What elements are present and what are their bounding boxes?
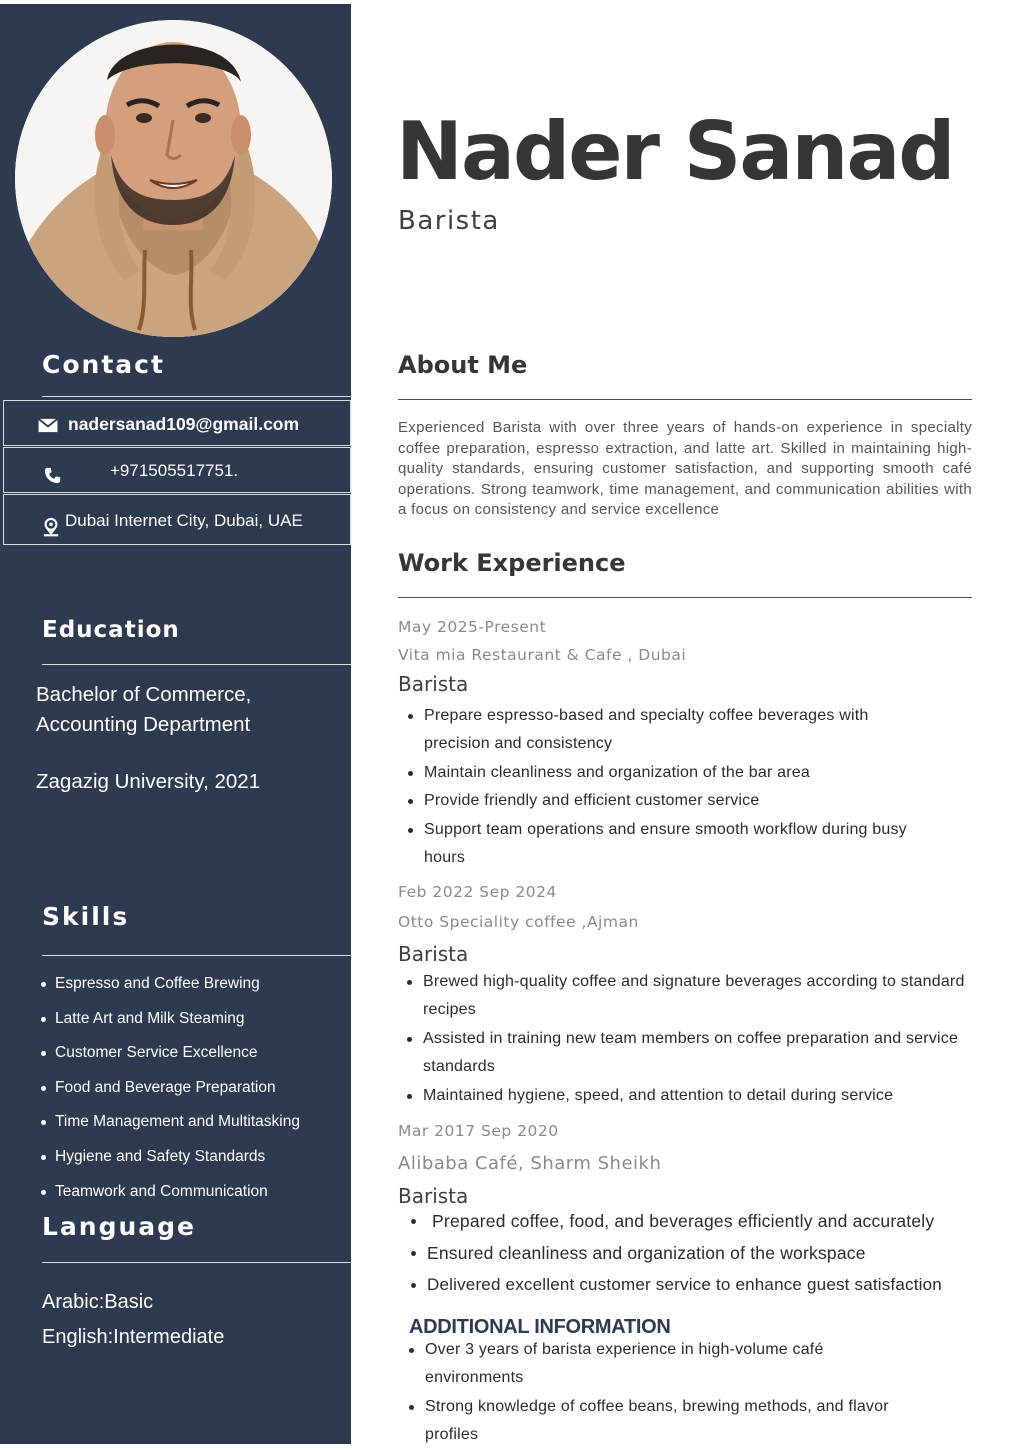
about-text: Experienced Barista with over three years of hands-on experience in specialty coffee preparation, espresso extraction, and latte art. Skilled in maintaining high-quality standards, ensuring customer satisfaction, and supporting smooth café operations. Strong teamwork, time management, and communication abilities with a focus on consistency and service excellence: [398, 419, 972, 519]
job-title: Barista: [398, 672, 469, 696]
skill-item: Food and Beverage Preparation: [40, 1076, 300, 1111]
contact-heading: Contact: [42, 350, 165, 379]
education-degree-line2: Accounting Department: [36, 713, 251, 736]
about-heading: About Me: [398, 351, 528, 379]
phone-icon: [44, 467, 61, 484]
candidate-role: Barista: [398, 206, 500, 236]
job-bullets: [410, 1205, 1024, 1301]
education-school: Zagazig University, 2021: [36, 770, 261, 793]
additional-bullets: [408, 1336, 908, 1450]
skill-item: Espresso and Coffee Brewing: [40, 972, 300, 1007]
additional-bullet: Strong knowledge of coffee beans, brewing methods, and flavor profiles: [408, 1393, 945, 1450]
education-degree-line1: Bachelor of Commerce,: [36, 683, 252, 706]
contact-location: Dubai Internet City, Dubai, UAE: [65, 511, 303, 530]
job-bullets: [407, 702, 937, 872]
job-bullet: Maintain cleanliness and organization of the bar area: [407, 759, 937, 787]
job-bullet: Maintained hygiene, speed, and attention to detail during service: [406, 1082, 1022, 1110]
contact-phone-row: [3, 447, 351, 493]
job-bullet: Provide friendly and efficient customer service: [407, 787, 937, 815]
job-date: Feb 2022 Sep 2024: [398, 883, 557, 901]
work-experience-heading: Work Experience: [398, 549, 626, 577]
envelope-icon: [36, 417, 60, 434]
job-title: Barista: [398, 1184, 469, 1208]
job-date: May 2025-Present: [398, 618, 547, 636]
job-title: Barista: [398, 942, 469, 966]
job-bullet: Brewed high-quality coffee and signature beverages according to standard recipes: [406, 968, 978, 1025]
sidebar: [0, 4, 351, 1444]
education-divider: [42, 664, 351, 665]
additional-information-heading: ADDITIONAL INFORMATION: [409, 1316, 671, 1338]
language-item: Arabic:Basic: [42, 1291, 154, 1313]
job-bullet: Assisted in training new team members on coffee preparation and service standards: [406, 1025, 1022, 1082]
location-pin-icon: [42, 517, 60, 537]
language-item: English:Intermediate: [42, 1326, 225, 1348]
contact-email-row: [3, 400, 351, 446]
profile-photo: [15, 20, 332, 337]
contact-divider: [42, 396, 351, 397]
skills-list: [40, 972, 300, 1214]
job-bullet: Delivered excellent customer service to enhance guest satisfaction: [410, 1269, 1024, 1301]
contact-phone[interactable]: +971505517751.: [110, 461, 239, 480]
job-bullet: Prepare espresso-based and specialty coffee beverages with precision and consistency: [407, 702, 937, 759]
skill-item: Hygiene and Safety Standards: [40, 1145, 300, 1180]
education-heading: Education: [42, 617, 180, 643]
skill-item: Latte Art and Milk Steaming: [40, 1007, 300, 1042]
contact-email[interactable]: nadersanad109@gmail.com: [68, 414, 300, 434]
job-bullets: [406, 968, 1022, 1110]
about-divider: [398, 399, 972, 400]
job-company: Otto Speciality coffee ,Ajman: [398, 913, 639, 931]
skill-item: Time Management and Multitasking: [40, 1110, 300, 1145]
language-divider: [42, 1262, 351, 1263]
job-company: Alibaba Café, Sharm Sheikh: [398, 1153, 662, 1174]
additional-bullet: Over 3 years of barista experience in high-volume café environments: [408, 1336, 875, 1393]
skills-divider: [42, 955, 351, 956]
job-bullet: Prepared coffee, food, and beverages efficiently and accurately: [410, 1205, 1024, 1237]
job-bullet: Ensured cleanliness and organization of the workspace: [410, 1237, 1024, 1269]
skill-item: Customer Service Excellence: [40, 1041, 300, 1076]
job-date: Mar 2017 Sep 2020: [398, 1122, 559, 1140]
language-heading: Language: [42, 1212, 197, 1241]
contact-location-row: [3, 494, 351, 545]
job-company: Vita mia Restaurant & Cafe , Dubai: [398, 646, 687, 664]
skill-item: Teamwork and Communication: [40, 1180, 300, 1215]
profile-portrait-illustration: [15, 20, 332, 337]
work-experience-divider: [398, 597, 972, 598]
job-bullet: Support team operations and ensure smooth workflow during busy hours: [407, 816, 937, 873]
skills-heading: Skills: [42, 902, 130, 931]
candidate-name: Nader Sanad: [396, 105, 954, 198]
